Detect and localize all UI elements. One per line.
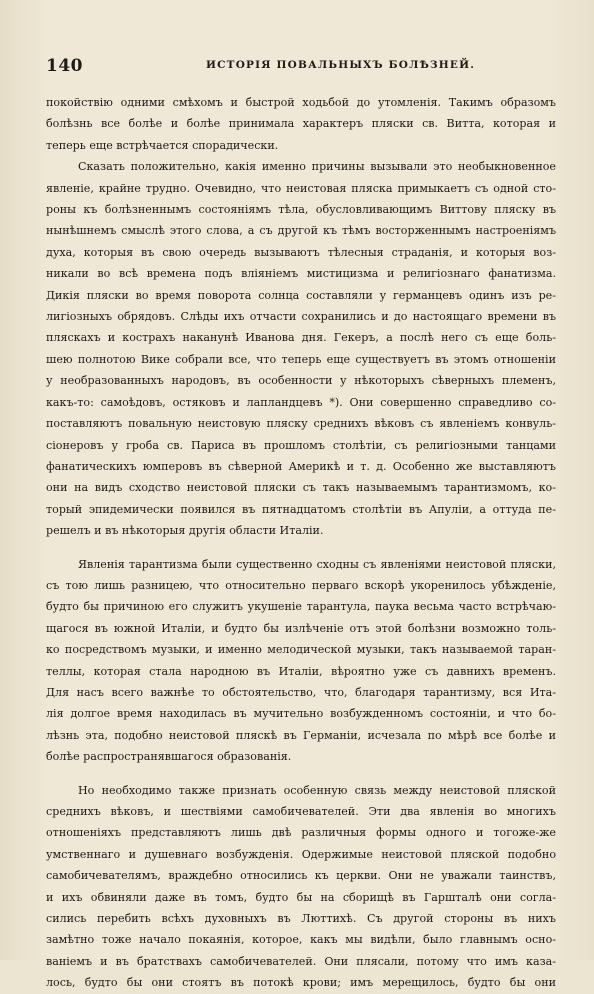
text-line: Для насъ всего важнѣе то обстоятельство, что, благодаря тарантизму, вся Ита- <box>46 685 556 699</box>
text-line: самобичевателямъ, враждебно относились къ церкви. Они не уважали таинствъ, <box>46 869 556 883</box>
text-line: щагося въ южной Италіи, и будто бы излѣченіе отъ этой болѣзни возможно толь- <box>46 621 556 635</box>
text-line: лось, будто бы они стоятъ въ потокѣ крови; имъ мерещилось, будто бы они <box>46 976 556 990</box>
text-line: будто бы причиною его служитъ укушеніе тарантула, паука весьма часто встрѣчаю- <box>46 600 556 614</box>
text-line: замѣтно тоже начало покаянія, которое, какъ мы видѣли, было главнымъ осно- <box>46 933 556 947</box>
text-line: Сказать положительно, какія именно причины вызывали это необыкновенное <box>78 160 556 174</box>
text-line: шею полнотою Вике собрали все, что теперь еще существуетъ въ этомъ отношеніи <box>46 352 556 366</box>
paragraph-2 <box>46 156 556 541</box>
text-line: у необразованныхъ народовъ, въ особенности у нѣкоторыхъ сѣверныхъ племенъ, <box>46 374 556 388</box>
text-line: они на видъ сходство неистовой пляски съ такъ называемымъ тарантизмомъ, ко- <box>46 481 556 495</box>
text-line: сіонеровъ у гроба св. Париса въ прошломъ столѣтіи, съ религіозными танцами <box>46 438 556 452</box>
running-head: ИСТОРІЯ ПОВАЛЬНЫХЪ БОЛѢЗНЕЙ. <box>206 59 476 71</box>
text-line: теперь еще встрѣчается спорадически. <box>46 138 279 152</box>
text-line: поставляютъ повальную неистовую пляску среднихъ вѣковъ съ явленіемъ конвуль- <box>46 417 556 431</box>
text-line: решелъ и въ нѣкоторыя другія области Италіи. <box>46 524 324 538</box>
page-number: 140 <box>46 56 83 76</box>
text-line: съ тою лишь разницею, что относительно перваго вскорѣ укоренилось убѣжденіе, <box>46 578 556 592</box>
paragraph-4 <box>46 780 556 994</box>
text-line: болѣе распространявшагося образованія. <box>46 750 292 764</box>
page-body <box>46 92 556 994</box>
paragraph-3 <box>46 554 556 768</box>
text-line: фанатическихъ юмперовъ въ сѣверной Америкѣ и т. д. Особенно же выставляютъ <box>46 459 556 473</box>
text-line: ко посредствомъ музыки, и именно мелодической музыки, такъ называемой таран- <box>46 643 556 657</box>
text-line: пляскахъ и кострахъ наканунѣ Иванова дня. Гекеръ, а послѣ него съ еще боль- <box>46 331 556 345</box>
page-header <box>46 56 548 80</box>
text-line: лигіозныхъ обрядовъ. Слѣды ихъ отчасти сохранились и до настоящаго времени въ <box>46 310 556 324</box>
text-line: нынѣшнемъ смыслѣ этого слова, а съ другой къ тѣмъ восторженнымъ настроеніямъ <box>46 224 556 238</box>
text-line: и ихъ обвиняли даже въ томъ, будто бы на сборищѣ въ Гаршталѣ они согла- <box>46 890 556 904</box>
paragraph-1 <box>46 92 556 156</box>
text-line: сились перебить всѣхъ духовныхъ въ Люттихѣ. Съ другой стороны въ нихъ <box>46 912 556 926</box>
text-line: никали во всѣ времена подъ вліяніемъ мистицизма и религіознаго фанатизма. <box>46 267 556 281</box>
text-line: какъ-то: самоѣдовъ, остяковъ и лапландцевъ *). Они совершенно справедливо со- <box>46 395 556 409</box>
text-line: торый эпидемически появился въ пятнадцатомъ столѣтіи въ Апуліи, а оттуда пе- <box>46 502 556 516</box>
text-line: среднихъ вѣковъ, и шествіями самобичевателей. Эти два явленія во многихъ <box>46 805 556 818</box>
text-line: роны къ болѣзненнымъ состояніямъ тѣла, обусловливающимъ Виттову пляску въ <box>46 203 556 217</box>
text-line: Дикія пляски во время поворота солнца составляли у германцевъ одинъ изъ ре- <box>46 288 556 302</box>
text-line: явленіе, крайне трудно. Очевидно, что неистовая пляска примыкаетъ съ одной сто- <box>46 181 556 195</box>
text-line: болѣзнь все болѣе и болѣе принимала характеръ пляски св. Витта, которая и <box>46 117 556 131</box>
text-line: теллы, которая стала народною въ Италіи, вѣроятно уже съ давнихъ временъ. <box>46 664 556 678</box>
text-line: отношеніяхъ представляютъ лишь двѣ различныя формы одного и тогоже-же <box>46 826 556 840</box>
text-line: ваніемъ и въ братствахъ самобичевателей. Они плясали, потому что имъ каза- <box>46 954 556 968</box>
text-line: лія долгое время находилась въ мучительно возбужденномъ состояніи, и что бо- <box>46 707 556 721</box>
text-line: Явленія тарантизма были существенно сходны съ явленіями неистовой пляски, <box>78 557 556 571</box>
text-line: духа, которыя въ свою очередь вызываютъ тѣлесныя страданія, и которыя воз- <box>46 245 556 259</box>
text-line: Но необходимо также признать особенную связь между неистовой пляской <box>78 783 556 797</box>
text-line: покойствію одними смѣхомъ и быстрой ходьбой до утомленія. Такимъ образомъ <box>46 96 556 109</box>
text-line: лѣзнь эта, подобно неистовой пляскѣ въ Германіи, исчезала по мѣрѣ все болѣе и <box>46 728 556 742</box>
text-line: умственнаго и душевнаго возбужденія. Одержимые неистовой пляской подобно <box>46 847 556 861</box>
